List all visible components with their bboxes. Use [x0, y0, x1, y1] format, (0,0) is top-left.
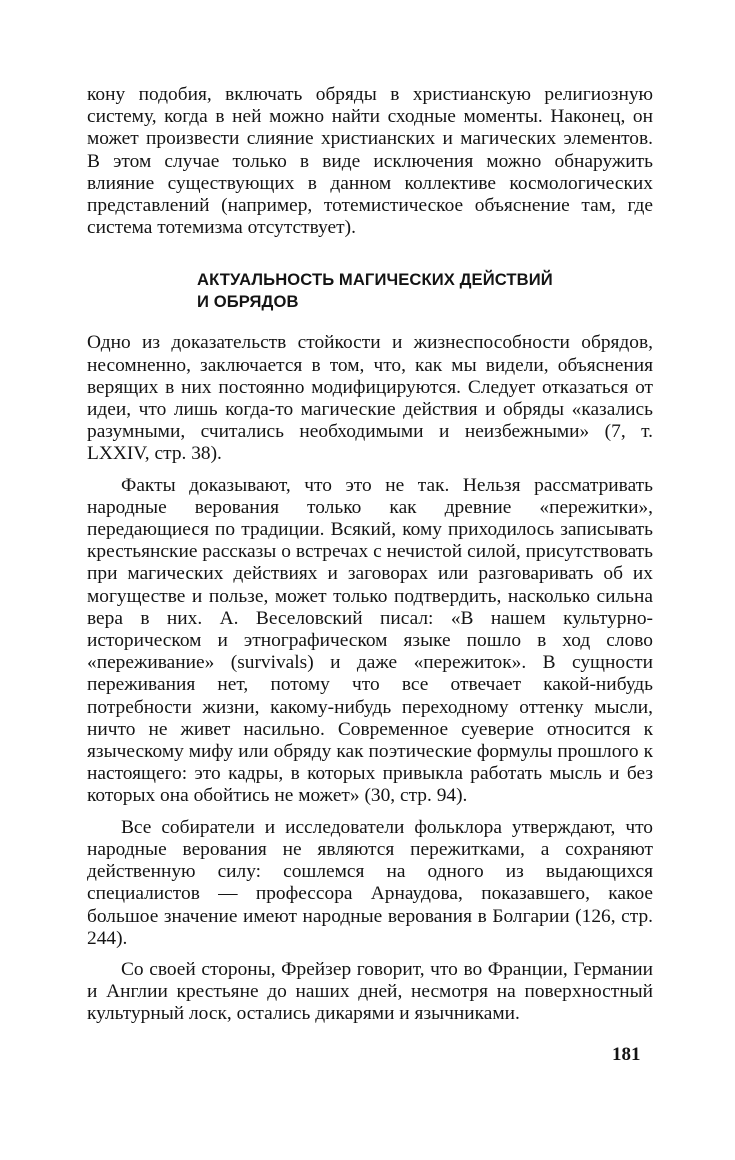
paragraph-3: Все собиратели и исследователи фольклора утверждают, что народные верования не являются пережитками, а сохраняют действенную силу: сошлемся на одного из выдающихся специалистов — профессора Арнаудова, показавшего, какое большое значение имеют народные верования в Болгарии (126, стр. 244). — [87, 816, 653, 949]
section-heading-line-2: И ОБРЯДОВ — [197, 292, 299, 312]
page-body — [87, 84, 653, 1026]
intro-paragraph: кону подобия, включать обряды в христианскую религиозную систему, когда в ней можно найти сходные моменты. Наконец, он может произвести слияние христианских и магических элементов. В этом случае только в виде исключения можно обнаружить влияние существующих в данном коллективе космологических представлений (например, тотемистическое объяснение там, где система тотемизма отсутствует). — [87, 84, 653, 239]
paragraph-1: Одно из доказательств стойкости и жизнеспособности обрядов, несомненно, заключается в том, что, как мы видели, объяснения верящих в них постоянно модифицируются. Следует отказаться от идеи, что лишь когда-то магические действия и обряды «казались разумными, считались необходимыми и неизбежными» (7, т. LXXIV, стр. 38). — [87, 332, 653, 465]
paragraph-2: Факты доказывают, что это не так. Нельзя рассматривать народные верования только как древние «пережитки», передающиеся по традиции. Всякий, кому приходилось записывать крестьянские рассказы о встречах с нечистой силой, присутствовать при магических действиях и заговорах или разговаривать об их могуществе и пользе, может только подтвердить, насколько сильна вера в них. А. Веселовский писал: «В нашем культурно-историческом и этнографическом языке пошло в ход слово «переживание» (survivals) и даже «пережиток». В сущности переживания нет, потому что все отвечает какой-нибудь потребности жизни, какому-нибудь переходному оттенку мысли, ничто не живет насильно. Современное суеверие относится к языческому мифу или обряду как поэтические формулы прошлого к настоящего: это кадры, в которых привыкла работать мысль и без которых она обойтись не может» (30, стр. 94). — [87, 474, 653, 807]
section-heading-line-1: АКТУАЛЬНОСТЬ МАГИЧЕСКИХ ДЕЙСТВИЙ — [197, 270, 553, 290]
page-number: 181 — [612, 1044, 641, 1065]
section-heading — [197, 269, 653, 313]
paragraph-4: Со своей стороны, Фрейзер говорит, что во Франции, Германии и Англии крестьяне до наших дней, несмотря на поверхностный культурный лоск, остались дикарями и язычниками. — [87, 958, 653, 1025]
